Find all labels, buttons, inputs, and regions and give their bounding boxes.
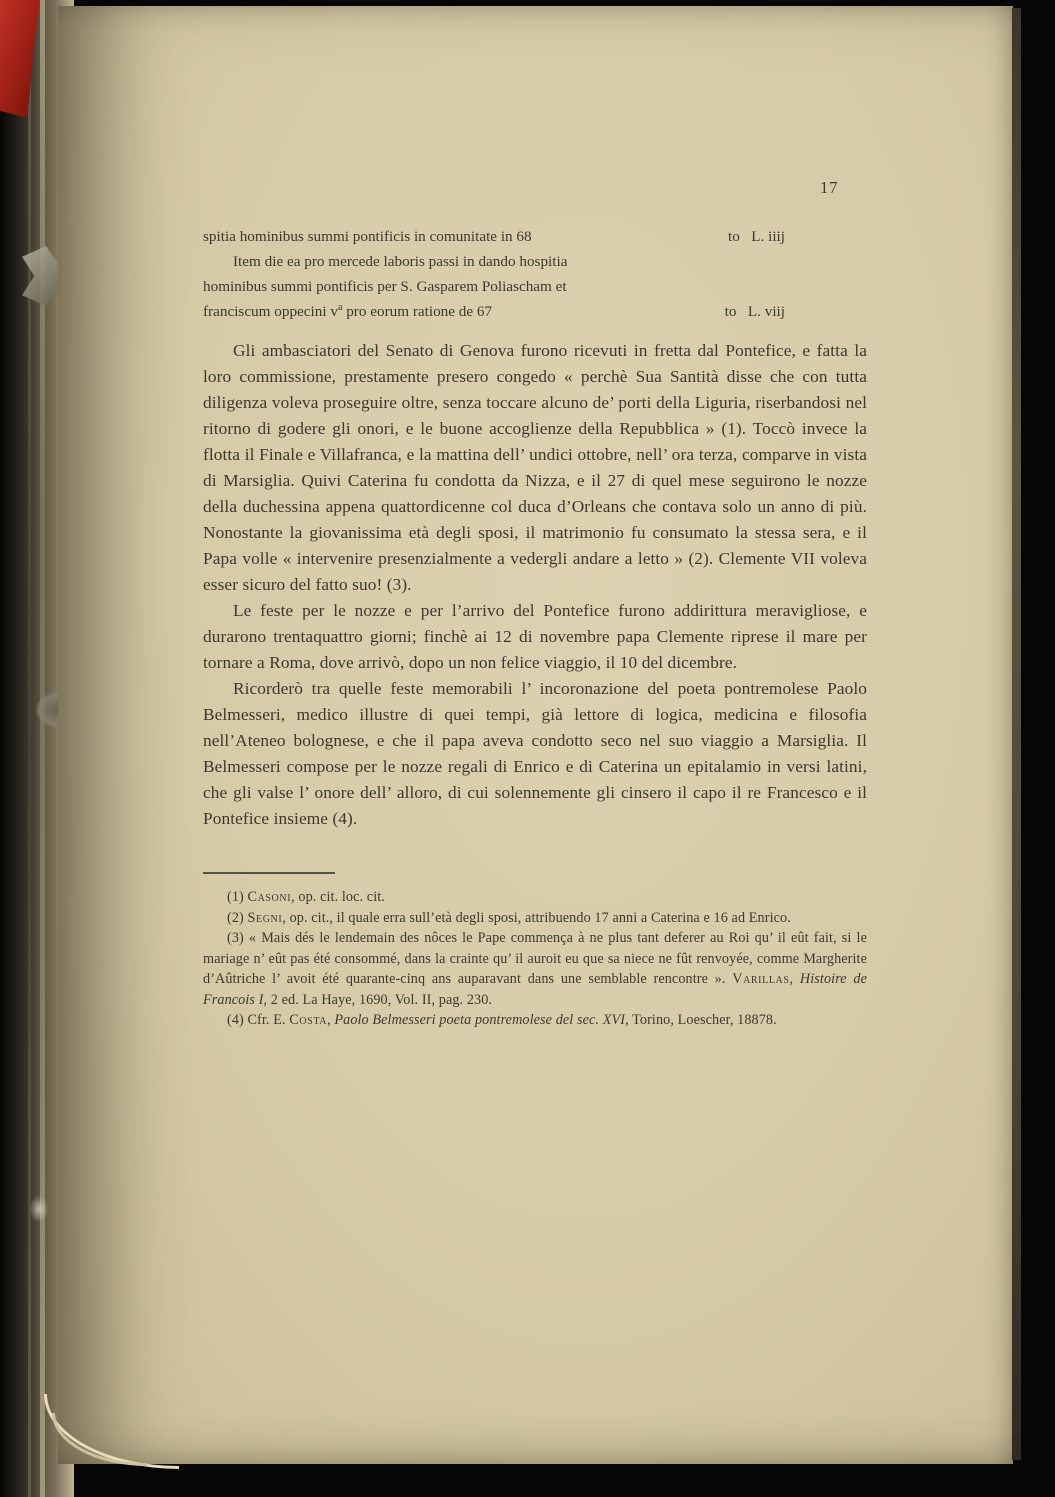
account-amount: to L. iiij bbox=[728, 228, 785, 245]
author-small-caps: Costa bbox=[289, 1012, 328, 1028]
superscript-a: a bbox=[337, 301, 343, 313]
paragraph: Ricorderò tra quelle feste memorabili l’ incoronazione del poeta pontremolese Paolo Belmesseri, medico illustre di quei tempi, già lettore di logica, medicina e filosofia nell’Ateneo bolognese, e che il papa aveva condotto seco nel suo viaggio a Marsiglia. Il Belmesseri compose per le nozze regali di Enrico e di Caterina un epitalamio in versi latini, che gli valse l’ onore dell’ alloro, di cui solennemente gli cinsero il capo il re Francesco e il Pontefice insieme (4). bbox=[203, 679, 867, 828]
page-edge-strip bbox=[28, 0, 31, 1497]
work-title-italic: Paolo Belmesseri poeta pontremolese del sec. XVI, bbox=[334, 1012, 629, 1028]
account-line bbox=[203, 299, 867, 324]
book-page bbox=[58, 6, 1013, 1464]
account-text: spitia hominibus summi pontificis in comunitate in 68 bbox=[203, 228, 532, 245]
account-line: Item die ea pro mercede laboris passi in dando hospitia bbox=[233, 253, 568, 270]
scan-artifact-speck bbox=[30, 1196, 48, 1222]
footnote: (2) Segni, op. cit., il quale erra sull’età degli sposi, attribuendo 17 anni a Caterina e 16 ad Enrico. bbox=[227, 909, 791, 926]
author-small-caps: Segni bbox=[247, 909, 283, 926]
footnote: (1) Casoni, op. cit. loc. cit. bbox=[227, 889, 385, 905]
author-small-caps: Varillas bbox=[732, 971, 790, 987]
work-title-italic: Histoire de Francois I, bbox=[203, 971, 867, 1008]
account-line bbox=[203, 224, 867, 249]
footnote-rule bbox=[203, 872, 335, 874]
page-number: 17 bbox=[820, 178, 839, 197]
paragraph: Le feste per le nozze e per l’arrivo del Pontefice furono addirittura meravigliose, e durarono trentaquattro giorni; finchè ai 12 di novembre papa Clemente riprese il mare per tornare a Roma, dove arrivò, dopo un non felice viaggio, il 10 del dicembre. bbox=[203, 601, 867, 672]
footnote: (4) Cfr. E. Costa, Paolo Belmesseri poeta pontremolese del sec. XVI, Torino, Loescher, 18878. bbox=[227, 1012, 777, 1028]
paragraph: Gli ambasciatori del Senato di Genova furono ricevuti in fretta dal Pontefice, e fatta la loro commissione, prestamente presero congedo « perchè Sua Santità disse che con tutta diligenza voleva proseguire oltre, senza toccare alcuno de’ porti della Liguria, riserbandosi nel ritorno di godere gli onori, e le buone accoglienze della Repubblica » (1). Toccò invece la flotta il Finale e Villafranca, e la mattina dell’ undici ottobre, nell’ ora terza, comparve in vista di Marsiglia. Quivi Caterina fu condotta da Nizza, e il 27 di quel mese seguirono le nozze della duchessina appena quattordicenne col duca d’Orleans che contava solo un anno di più. Nonostante la giovanissima età degli sposi, il matrimonio fu consumato la stessa sera, e il Papa volle « intervenire presenzialmente a vedergli andare a letto » (2). Clemente VII voleva esser sicuro del fatto suo! (3). bbox=[203, 341, 867, 594]
footnotes-block bbox=[203, 887, 867, 1031]
footnote: (3) « Mais dés le lendemain des nôces le Pape commença à ne plus tant deferer au Roi qu’ il eût fait, si le mariage n’ eût pas été consommé, dans la crainte qu’ il auroit eu que sa niece ne fût renvoyée, comme Margherite d’Aûtriche l’ avoit été quarante-cinq ans auparavant dans une semblable rencontre ». Varillas, Histoire de Francois I, 2 ed. La Haye, 1690, Vol. II, pag. 230. bbox=[203, 930, 867, 1008]
account-line: hominibus summi pontificis per S. Gasparem Poliascham et bbox=[203, 278, 567, 295]
account-text: franciscum oppecini $v^a$ pro eorum ratione de 67 bbox=[203, 301, 493, 320]
account-entry-block bbox=[203, 224, 867, 324]
author-small-caps: Casoni bbox=[247, 889, 292, 905]
text-column bbox=[203, 224, 867, 1031]
page-edge-strip bbox=[40, 0, 45, 1497]
account-amount: to L. viij bbox=[724, 303, 785, 320]
right-page-edges bbox=[1012, 8, 1021, 1460]
